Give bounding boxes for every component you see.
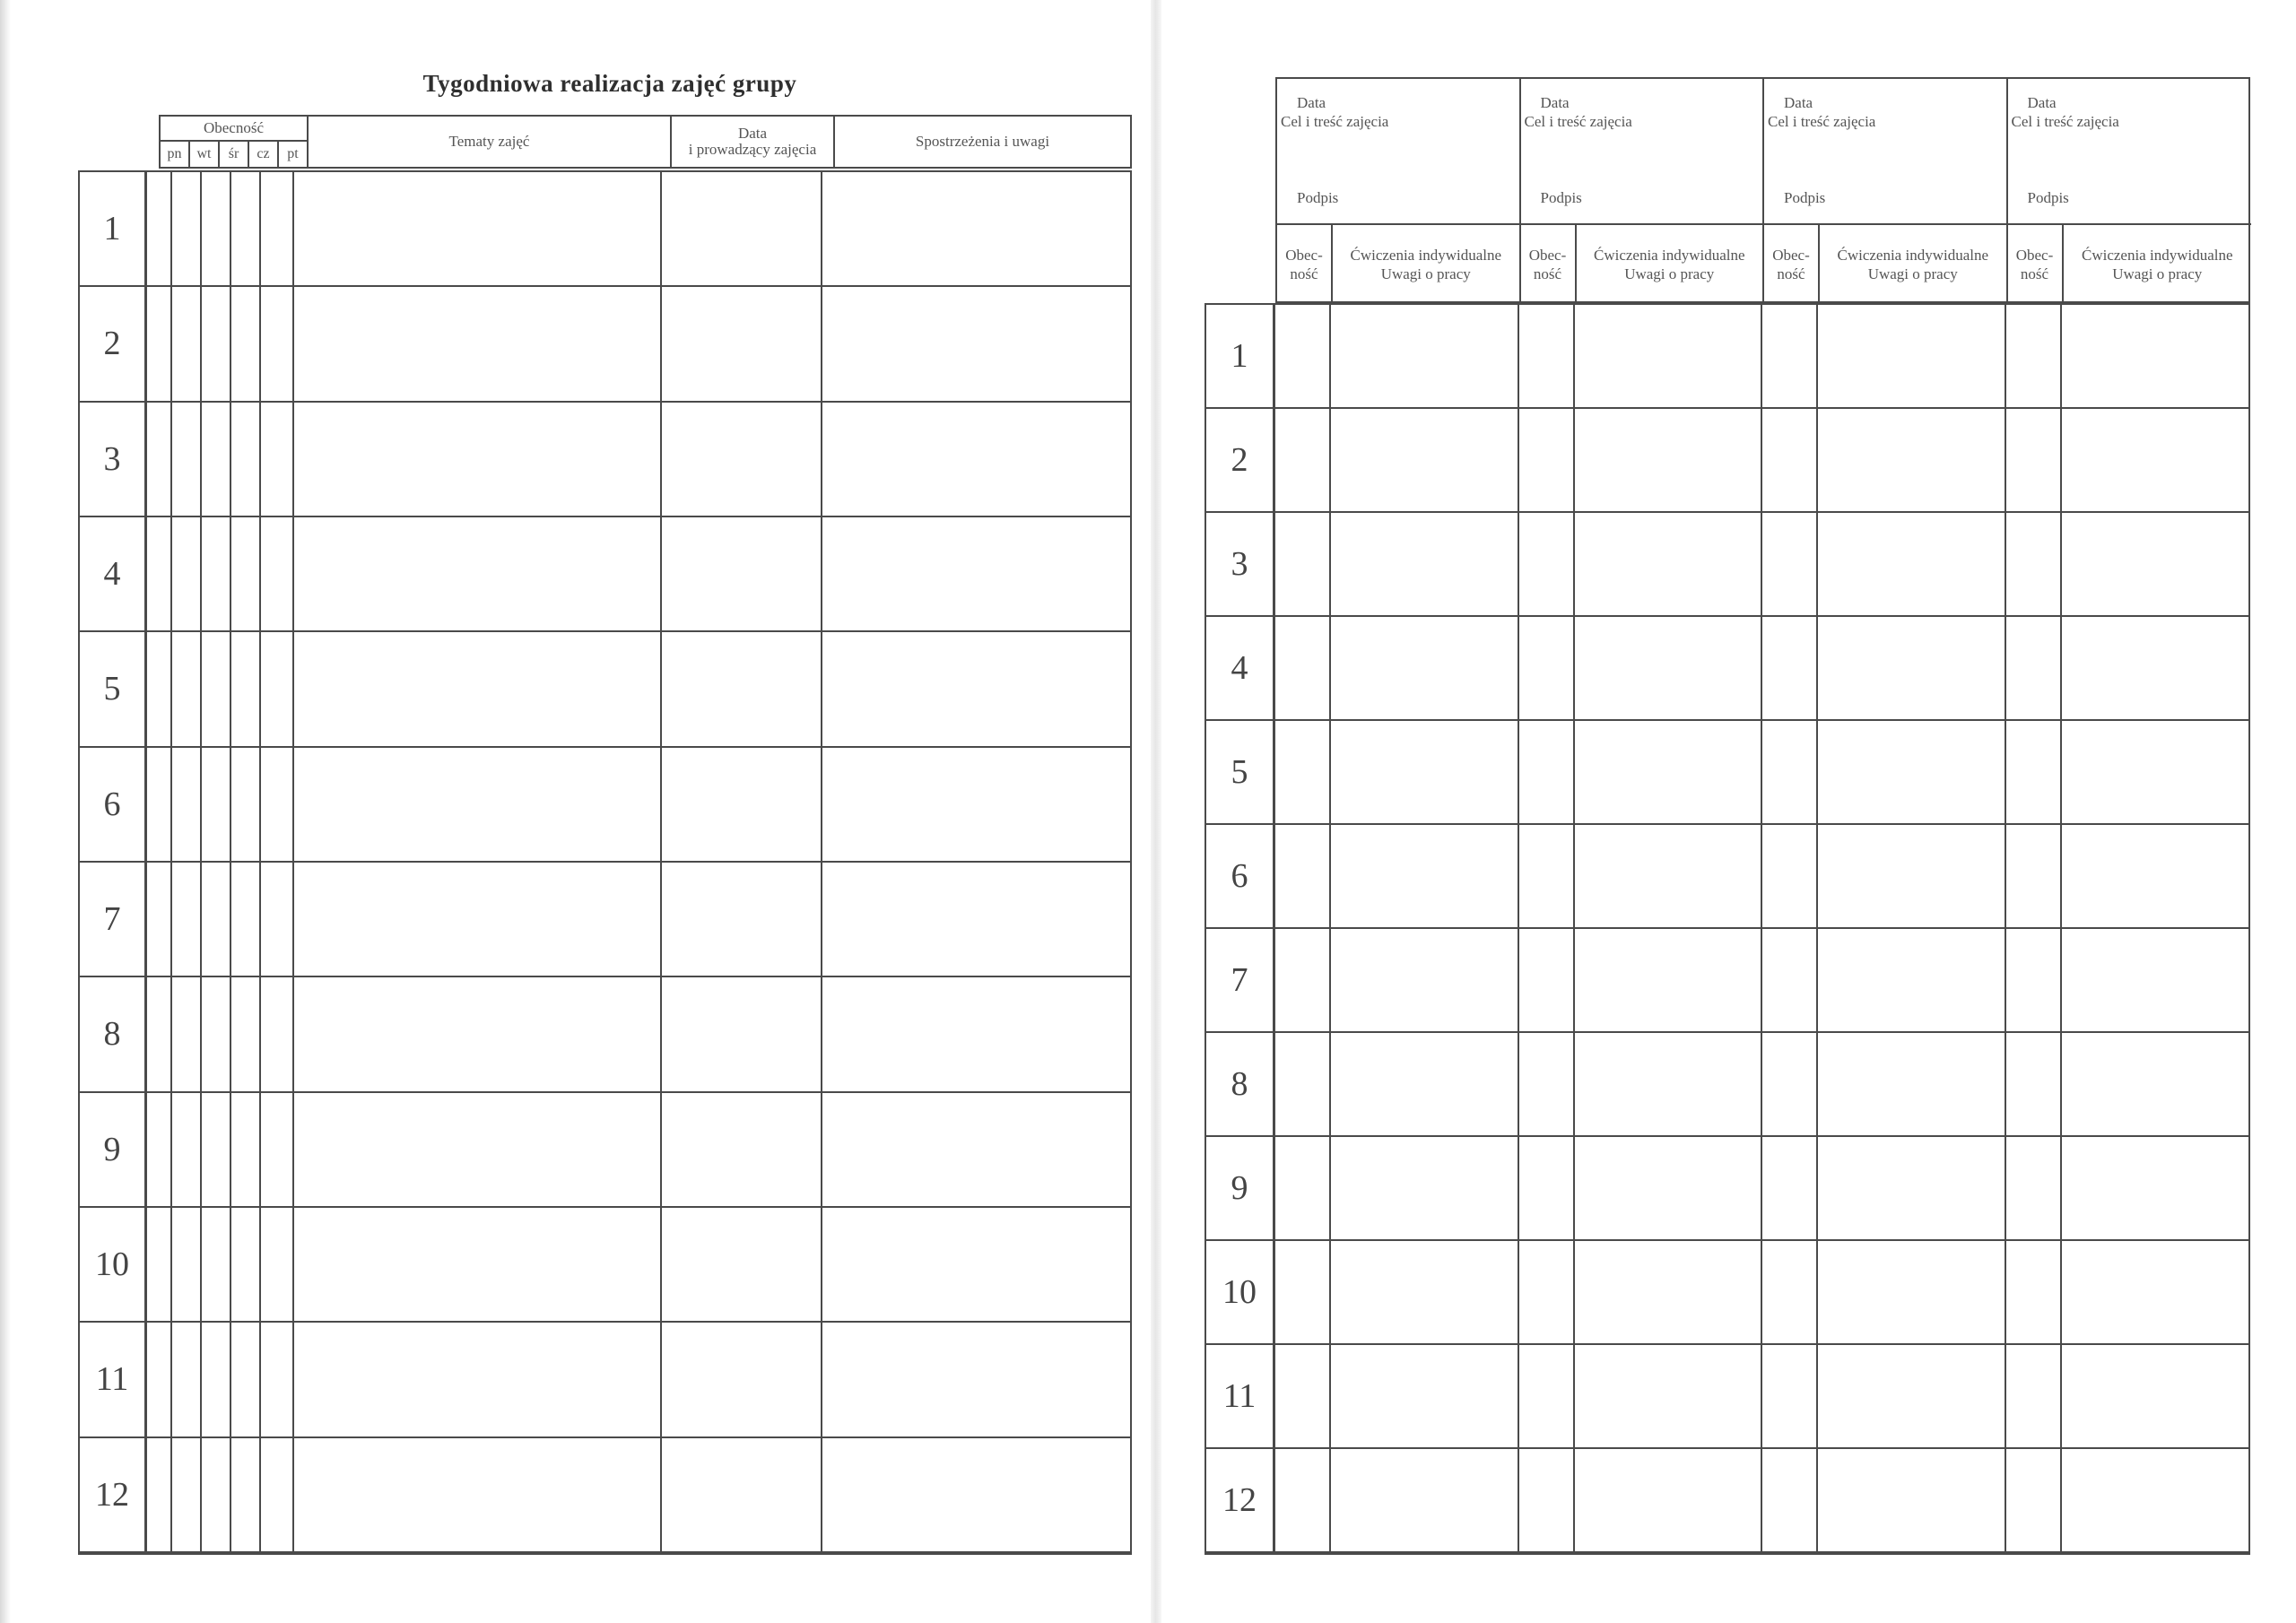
table-row [1206, 1345, 2248, 1449]
row-number: 6 [80, 748, 147, 861]
col-line-block-4 [2005, 305, 2006, 1553]
exercises-header [1577, 225, 1763, 303]
row-number: 12 [80, 1438, 147, 1551]
lesson-block-header [1764, 79, 2008, 301]
table-row [80, 863, 1130, 977]
lesson-block-header [1277, 79, 1521, 301]
right-table-body [1205, 303, 2250, 1555]
col-line-ob-1 [1329, 305, 1331, 1553]
table-row [80, 172, 1130, 287]
attendance-header [161, 117, 309, 167]
day-pt: pt [287, 146, 299, 161]
col-line-block-3 [1761, 305, 1762, 1553]
attendance-line1: Obec- [1285, 246, 1323, 264]
lesson-subheader [1521, 225, 1763, 303]
table-row [80, 403, 1130, 517]
attendance-line2: ność [2020, 265, 2049, 282]
table-row [1206, 513, 2248, 617]
exercises-line1: Ćwiczenia indywidualne [1837, 246, 1989, 264]
row-number: 8 [1206, 1033, 1275, 1135]
table-row [80, 287, 1130, 402]
lesson-info [1521, 79, 1763, 225]
page-edge-left [0, 0, 11, 1623]
date-teacher-header [672, 117, 835, 167]
table-row [1206, 1241, 2248, 1345]
date-label: Data [2027, 94, 2057, 111]
attendance-line1: Obec- [1528, 246, 1567, 264]
row-number: 2 [80, 287, 147, 400]
col-line-ob-2 [1573, 305, 1575, 1553]
date-label: Data [1540, 94, 1570, 111]
row-number: 11 [1206, 1345, 1275, 1447]
row-number: 1 [1206, 305, 1275, 407]
attendance-line1: Obec- [2015, 246, 2054, 264]
exercises-line1: Ćwiczenia indywidualne [1350, 246, 1502, 264]
remarks-header: Spostrzeżenia i uwagi [915, 133, 1050, 150]
exercises-line2: Uwagi o pracy [1380, 265, 1471, 282]
date-header-line1: Data [737, 125, 768, 142]
goal-label: Cel i treść zajęcia [1768, 113, 1876, 130]
exercises-line2: Uwagi o pracy [1624, 265, 1715, 282]
table-row [1206, 1449, 2248, 1553]
exercises-line2: Uwagi o pracy [1867, 265, 1958, 282]
table-row [1206, 1137, 2248, 1241]
row-number: 3 [1206, 513, 1275, 615]
exercises-line2: Uwagi o pracy [2112, 265, 2203, 282]
row-number: 4 [80, 517, 147, 630]
lesson-subheader [1764, 225, 2006, 303]
table-row [80, 1323, 1130, 1437]
col-line-date [660, 172, 662, 1553]
row-number: 5 [1206, 721, 1275, 823]
lesson-subheader [2008, 225, 2252, 303]
right-table-header [1275, 77, 2250, 303]
row-number: 11 [80, 1323, 147, 1436]
topics-header: Tematy zajęć [309, 117, 672, 167]
attendance-line2: ność [1777, 265, 1805, 282]
attendance-line1: Obec- [1772, 246, 1810, 264]
col-line-wt [170, 172, 172, 1553]
attendance-header [1521, 225, 1577, 303]
goal-label: Cel i treść zajęcia [1281, 113, 1389, 130]
attendance-line2: ność [1290, 265, 1318, 282]
day-cz: cz [249, 142, 279, 169]
table-row [80, 748, 1130, 863]
day-pn: pn [161, 142, 190, 169]
lesson-block-header [1521, 79, 1765, 301]
col-line-sr [200, 172, 202, 1553]
table-row [80, 517, 1130, 632]
exercises-header [2064, 225, 2252, 303]
table-row [1206, 305, 2248, 409]
attendance-header [1764, 225, 1820, 303]
signature-label: Podpis [2027, 189, 2069, 206]
table-row [1206, 929, 2248, 1033]
date-header-line2: i prowadzący zajęcia [688, 141, 817, 158]
date-label: Data [1784, 94, 1813, 111]
row-number: 5 [80, 632, 147, 745]
day-sr: śr [220, 142, 249, 169]
row-number: 12 [1206, 1449, 1275, 1551]
row-number: 2 [1206, 409, 1275, 511]
exercises-line1: Ćwiczenia indywidualne [2081, 246, 2233, 264]
page-title: Tygodniowa realizacja zajęć grupy [422, 70, 797, 97]
attendance-header [2008, 225, 2064, 303]
col-line-remarks [821, 172, 822, 1553]
col-line-ob-3 [1816, 305, 1818, 1553]
table-row [80, 632, 1130, 747]
lesson-info [1277, 79, 1519, 225]
exercises-line1: Ćwiczenia indywidualne [1593, 246, 1745, 264]
row-number: 9 [1206, 1137, 1275, 1239]
attendance-header [1277, 225, 1333, 303]
col-line-block-2 [1518, 305, 1519, 1553]
signature-label: Podpis [1540, 189, 1582, 206]
lesson-subheader [1277, 225, 1519, 303]
table-row [80, 977, 1130, 1092]
col-line-pt [259, 172, 261, 1553]
row-number: 7 [1206, 929, 1275, 1031]
table-row [1206, 1033, 2248, 1137]
row-number: 8 [80, 977, 147, 1090]
left-table-body [78, 170, 1132, 1555]
goal-label: Cel i treść zajęcia [1524, 113, 1632, 130]
day-wt: wt [190, 142, 220, 169]
row-number: 7 [80, 863, 147, 976]
weekday-headers [161, 142, 307, 169]
table-row [80, 1438, 1130, 1553]
table-row [1206, 409, 2248, 513]
attendance-label: Obecność [161, 117, 307, 142]
lesson-info [1764, 79, 2006, 225]
col-line-ob-4 [2060, 305, 2062, 1553]
table-row [1206, 721, 2248, 825]
table-row [80, 1093, 1130, 1208]
table-row [1206, 825, 2248, 929]
row-number: 1 [80, 172, 147, 285]
left-table-header [159, 115, 1132, 169]
lesson-info [2008, 79, 2252, 225]
row-number: 4 [1206, 617, 1275, 719]
table-row [1206, 617, 2248, 721]
date-label: Data [1297, 94, 1326, 111]
lesson-block-header [2008, 79, 2252, 301]
signature-label: Podpis [1297, 189, 1339, 206]
row-number: 10 [1206, 1241, 1275, 1343]
col-line-cz [230, 172, 231, 1553]
table-row [80, 1208, 1130, 1323]
signature-label: Podpis [1784, 189, 1826, 206]
exercises-header [1820, 225, 2006, 303]
exercises-header [1333, 225, 1519, 303]
book-spine [1151, 0, 1161, 1623]
row-number: 9 [80, 1093, 147, 1206]
col-line-topics [292, 172, 294, 1553]
goal-label: Cel i treść zajęcia [2011, 113, 2119, 130]
row-number: 3 [80, 403, 147, 516]
row-number: 10 [80, 1208, 147, 1321]
attendance-line2: ność [1533, 265, 1562, 282]
row-number: 6 [1206, 825, 1275, 927]
